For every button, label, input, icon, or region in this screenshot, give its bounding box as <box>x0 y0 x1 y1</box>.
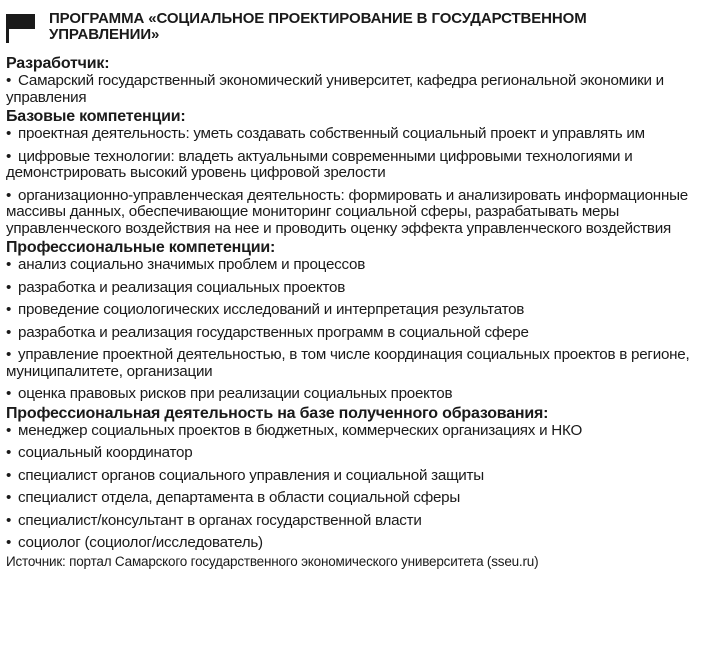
list-item-text: организационно-управленческая деятельность: формировать и анализировать информационные массивы данных, обеспечивающие мониторинг социальной сферы, разрабатывать меры управленческого воздействия на нее и проводить оценку эффекта управленческого воздействия <box>6 186 688 237</box>
list-item <box>6 535 706 552</box>
professional-competencies-list <box>6 257 706 403</box>
bullet: • <box>6 444 12 461</box>
bullet: • <box>6 534 12 551</box>
list-item <box>6 280 706 297</box>
professional-competencies-section <box>6 239 706 403</box>
career-heading: Профессиональная деятельность на базе полученного образования: <box>6 404 549 422</box>
source-note: Источник: портал Самарского государственного экономического университета (sseu.ru) <box>6 553 539 569</box>
career-list <box>6 423 706 552</box>
developer-list <box>6 73 706 106</box>
list-item-text: Самарский государственный экономический университет, кафедра региональной экономики и управления <box>6 72 664 106</box>
list-item <box>6 325 706 342</box>
developer-section <box>6 55 706 106</box>
list-item <box>6 445 706 462</box>
basic-competencies-list <box>6 126 706 237</box>
list-item-text: проектная деятельность: уметь создавать собственный социальный проект и управлять им <box>18 125 645 142</box>
basic-competencies-heading: Базовые компетенции: <box>6 108 186 125</box>
career-section <box>6 405 706 552</box>
list-item <box>6 302 706 319</box>
basic-competencies-section <box>6 108 706 237</box>
list-item-text: проведение социологических исследований и интерпретация результатов <box>18 301 525 318</box>
bullet: • <box>6 346 12 363</box>
bullet: • <box>6 278 12 296</box>
program-title <box>49 11 587 43</box>
list-item-text: разработка и реализация государственных программ в социальной сфере <box>18 323 529 341</box>
list-item <box>6 257 706 274</box>
list-item-text: цифровые технологии: владеть актуальными современными цифровыми технологиями и демонстрировать высокий уровень цифровой зрелости <box>6 147 633 181</box>
list-item-text: социолог (социолог/исследователь) <box>18 534 263 551</box>
bullet: • <box>6 421 12 439</box>
list-item <box>6 468 706 485</box>
list-item-text: управление проектной деятельностью, в том числе координация социальных проектов в регионе, муниципалитете, организации <box>6 346 690 380</box>
bullet: • <box>6 256 12 273</box>
bullet: • <box>6 147 12 165</box>
list-item <box>6 423 706 440</box>
list-item <box>6 188 706 238</box>
list-item-text: специалист/консультант в органах государственной власти <box>18 511 422 529</box>
list-item-text: анализ социально значимых проблем и процессов <box>18 256 366 273</box>
list-item-text: разработка и реализация социальных проектов <box>18 278 346 296</box>
list-item <box>6 149 706 182</box>
list-item-text: специалист органов социального управления и социальной защиты <box>18 466 484 484</box>
list-item <box>6 347 706 380</box>
professional-competencies-heading: Профессиональные компетенции: <box>6 239 276 256</box>
bullet: • <box>6 323 12 341</box>
bullet: • <box>6 511 12 529</box>
bullet: • <box>6 466 12 484</box>
list-item <box>6 513 706 530</box>
list-item <box>6 386 706 403</box>
list-item-text: оценка правовых рисков при реализации социальных проектов <box>18 385 453 402</box>
bullet: • <box>6 301 12 318</box>
developer-heading: Разработчик: <box>6 55 110 72</box>
flag-icon <box>6 13 36 43</box>
document-header <box>6 10 706 43</box>
bullet: • <box>6 186 12 204</box>
bullet: • <box>6 125 12 142</box>
bullet: • <box>6 489 12 506</box>
bullet: • <box>6 385 12 402</box>
list-item-text: менеджер социальных проектов в бюджетных, коммерческих организациях и НКО <box>18 421 583 439</box>
program-title-line-1: ПРОГРАММА «СОЦИАЛЬНОЕ ПРОЕКТИРОВАНИЕ В ГОСУДАРСТВЕННОМ <box>49 10 587 27</box>
bullet: • <box>6 72 12 89</box>
list-item <box>6 73 706 106</box>
list-item <box>6 490 706 507</box>
list-item-text: социальный координатор <box>18 444 193 461</box>
list-item-text: специалист отдела, департамента в области социальной сферы <box>18 489 461 506</box>
list-item <box>6 126 706 143</box>
program-title-line-2: УПРАВЛЕНИИ» <box>49 26 160 43</box>
